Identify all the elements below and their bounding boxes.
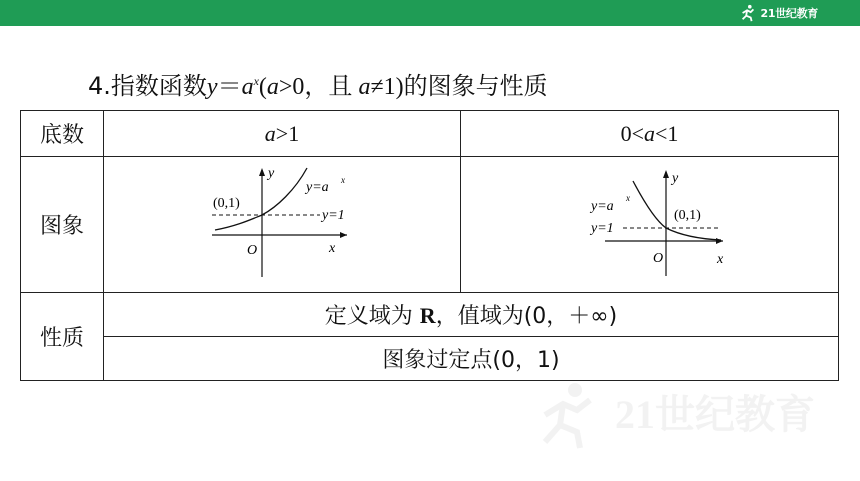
prop1-post: ，值域为(0，＋∞) — [435, 304, 618, 329]
cond2-a: a — [644, 120, 655, 146]
cell-graph-lt1 — [461, 157, 839, 293]
row-label-props: 性质 — [21, 293, 104, 381]
heading-text-after: 的图象与性质 — [403, 72, 548, 100]
heading-number: 4. — [88, 72, 111, 100]
cell-fixed-point: 图象过定点(0，1) — [104, 337, 839, 381]
formula-cond2-rest: ≠1) — [370, 74, 404, 100]
cell-graph-gt1 — [104, 157, 461, 293]
runner-logo-icon — [739, 4, 757, 22]
curve-label-sup: x — [341, 174, 345, 185]
cond2-rest: <1 — [655, 120, 679, 146]
cond1-rest: >1 — [275, 120, 300, 146]
top-bar — [0, 0, 860, 26]
formula-cond2-a: a — [358, 74, 371, 100]
heading-text-before: 指数函数 — [110, 72, 207, 100]
x-axis-arrow-icon — [340, 232, 347, 238]
point-label: (0,1) — [213, 195, 240, 211]
cell-base-gt1 — [104, 111, 461, 157]
origin-label: O — [247, 242, 258, 258]
origin-label: O — [652, 250, 663, 266]
x-axis-arrow-icon — [716, 238, 723, 244]
line-label: y=1 — [322, 207, 345, 223]
row-label-graph: 图象 — [21, 157, 104, 293]
formula-cond-open: ( — [258, 74, 267, 100]
prop1-pre: 定义域为 — [324, 304, 420, 329]
cond2-pre: 0< — [620, 120, 644, 146]
axis-y-label: y — [268, 165, 275, 181]
formula-eq: ＝ — [217, 74, 242, 100]
curve-label: y=a — [590, 198, 614, 214]
y-axis-arrow-icon — [259, 168, 265, 176]
table-row-base — [21, 111, 839, 157]
curve-label-sup: x — [625, 192, 630, 203]
line-label: y=1 — [590, 220, 614, 236]
formula-x: x — [253, 74, 259, 88]
table-row-props-2 — [21, 337, 839, 381]
formula-a: a — [241, 74, 254, 100]
axis-x-label: x — [716, 251, 723, 267]
graph-decreasing — [575, 162, 725, 282]
cond1-a: a — [264, 120, 276, 146]
formula-cond-a: a — [266, 74, 279, 100]
logo-text: 21世纪教育 — [760, 7, 818, 20]
cell-base-lt1 — [461, 111, 839, 157]
graph-increasing — [207, 162, 357, 282]
y-axis-arrow-icon — [663, 170, 669, 178]
point-label: (0,1) — [673, 207, 701, 223]
prop1-R: R — [419, 303, 436, 328]
brand-logo — [739, 3, 818, 23]
row-label-base: 底数 — [21, 111, 104, 157]
section-heading — [88, 66, 548, 101]
watermark-text: 21世纪教育 — [615, 392, 815, 437]
curve-label: y=a — [306, 179, 329, 195]
properties-table — [20, 110, 839, 381]
watermark-logo-icon — [535, 380, 835, 450]
axis-y-label: y — [671, 170, 678, 186]
axis-x-label: x — [329, 240, 336, 256]
table-row-graph — [21, 157, 839, 293]
formula-y: y — [206, 74, 218, 100]
cell-domain-range — [104, 293, 839, 337]
formula-cond-rest: >0，且 — [278, 74, 359, 100]
table-row-props-1 — [21, 293, 839, 337]
